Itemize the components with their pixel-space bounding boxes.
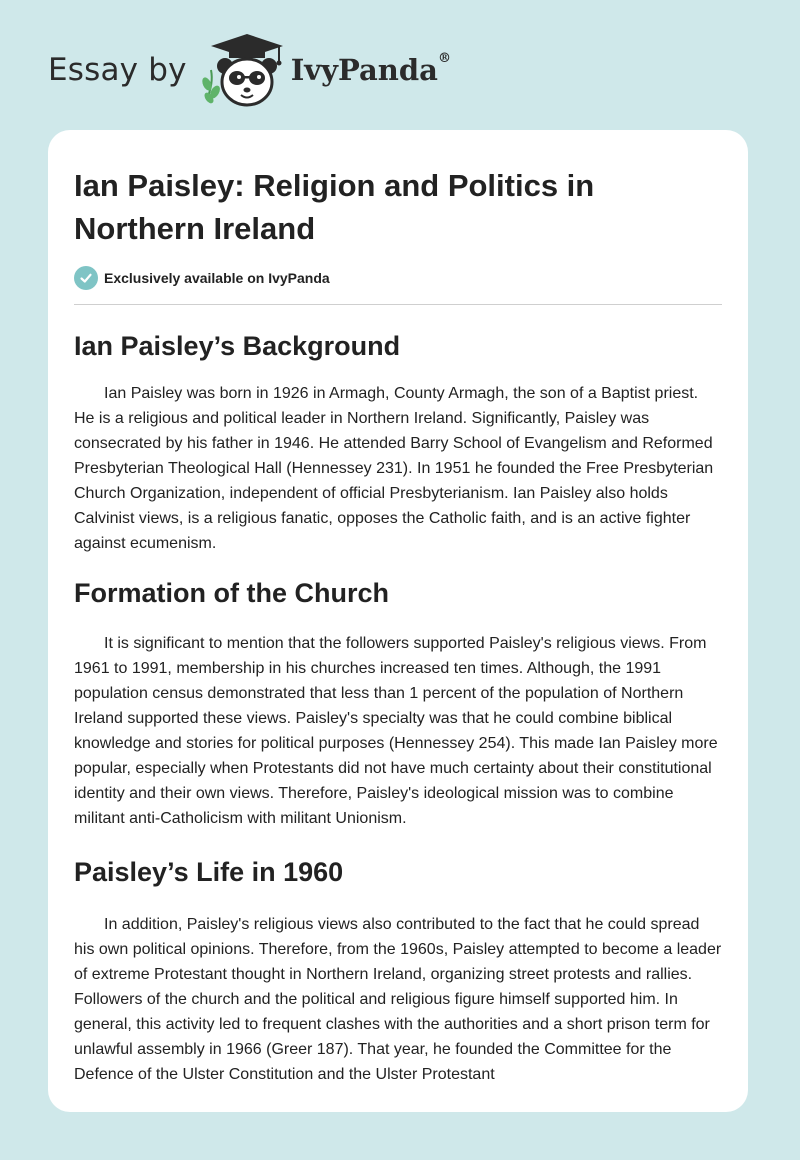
section-paragraph-life-1960: In addition, Paisley's religious views also contributed to the fact that he could spread his own political opinions. Therefore, from the 1960s, Paisley attempted to become a leader of extreme Protestant thought in Northern Ireland, organizing street protests and rallies. Followers of the church and the political and religious figure himself supported him. In general, this activity led to frequent clashes with the authorities and a short prison term for unlawful assembly in 1966 (Greer 187). That year, he founded the Committee for the Defence of the Ulster Constitution and the Ulster Protestant [74, 916, 722, 1083]
section-paragraph-background: Ian Paisley was born in 1926 in Armagh, County Armagh, the son of a Baptist priest. He is a religious and political leader in Northern Ireland. Significantly, Paisley was consecrated by his father in 1946. He attended Barry School of Evangelism and Reformed Presbyterian Theological Hall (Hennessey 231). In 1951 he founded the Free Presbyterian Church Organization, independent of official Presbyterianism. Ian Paisley also holds Calvinist views, is a religious fanatic, opposes the Catholic faith, and is an active fighter against ecumenism. [74, 385, 714, 552]
section-heading-life-1960: Paisley’s Life in 1960 [74, 857, 344, 887]
section-heading-background: Ian Paisley’s Background [74, 331, 401, 361]
badge-label: Exclusively available on IvyPanda [104, 270, 330, 286]
brand-prefix: Essay by [48, 52, 187, 88]
section-heading-formation: Formation of the Church [74, 578, 389, 608]
panda-mascot-icon [201, 30, 287, 110]
brand-name: IvyPanda® [290, 51, 451, 87]
essay-card [48, 130, 748, 1112]
exclusive-badge [74, 266, 722, 305]
checkmark-icon [74, 266, 98, 290]
section-paragraph-formation: It is significant to mention that the followers supported Paisley's religious views. From 1961 to 1991, membership in his churches increased ten times. Although, the 1991 population census demonstrated that less than 1 percent of the population of Northern Ireland supported these views. Paisley's specialty was that he could combine biblical knowledge and stories for political purposes (Hennessey 254). This made Ian Paisley more popular, especially when Protestants did not have much certainty about their constitutional identity and their own views. Therefore, Paisley's ideological mission was to combine militant anti-Catholicism with militant Unionism. [74, 635, 718, 827]
brand-logo[interactable] [48, 30, 451, 110]
page-title: Ian Paisley: Religion and Politics in Northern Ireland [74, 168, 595, 246]
